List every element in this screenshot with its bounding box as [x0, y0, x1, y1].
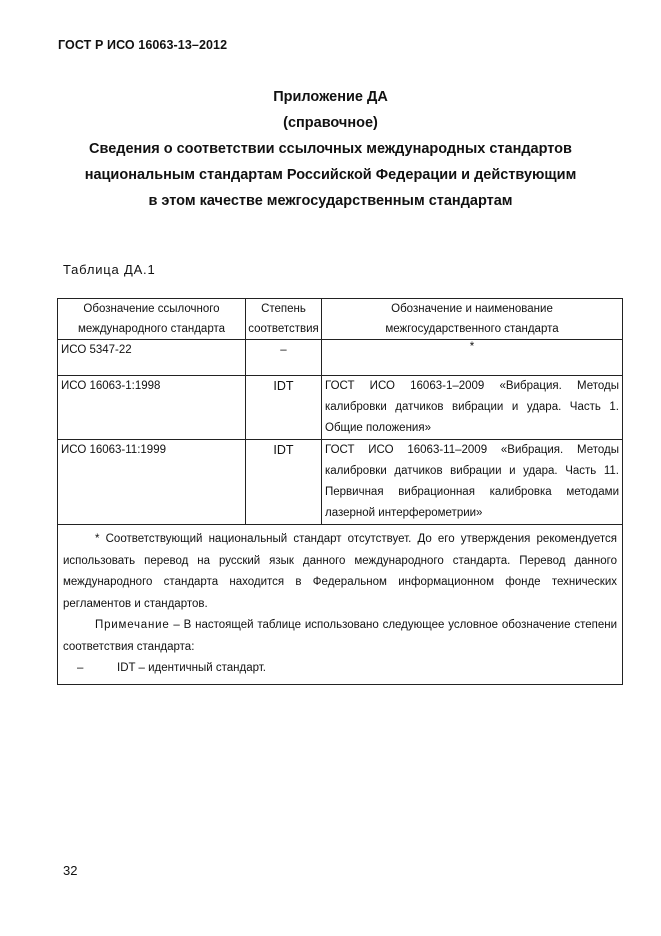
header-ref-line1: Обозначение ссылочного	[83, 303, 220, 315]
appendix-kind: (справочное)	[283, 115, 378, 131]
row-degree-cell: IDT	[246, 376, 322, 440]
legend-text: IDT – идентичный стандарт.	[117, 662, 266, 674]
table-row	[58, 440, 623, 525]
row-degree-cell: –	[246, 340, 322, 376]
appendix-heading-line-2: национальным стандартам Российской Федерации и действующим	[84, 167, 577, 183]
row-national-cell: *	[322, 340, 623, 376]
legend-item	[63, 658, 617, 680]
footnote-text: * Соответствующий национальный стандарт отсутствует. До его утверждения рекомендуется использовать перевод на русский язык данного международного стандарта. Перевод данного международного стандарта находится в Федеральном информационном фонде технических регламентов и стандартов.	[63, 533, 617, 610]
page-number: 32	[63, 863, 78, 878]
header-degree-line1: Степень	[261, 303, 306, 315]
header-degree-line2: соответствия	[248, 323, 319, 335]
table-row	[58, 340, 623, 376]
appendix-heading-line-1: Сведения о соответствии ссылочных международных стандартов	[89, 141, 572, 157]
appendix-title: Приложение ДА	[273, 89, 388, 105]
table-footnote-cell	[58, 525, 623, 685]
row-national-cell: ГОСТ ИСО 16063-1–2009 «Вибрация. Методы калибровки датчиков вибрации и удара. Часть 1. Общие положения»	[322, 376, 623, 440]
table-caption: Таблица ДА.1	[63, 262, 156, 277]
row-ref-cell: ИСО 5347-22	[58, 340, 246, 376]
correspondence-table	[57, 298, 623, 685]
row-ref-cell: ИСО 16063-1:1998	[58, 376, 246, 440]
note-paragraph	[63, 615, 617, 658]
row-degree-cell: IDT	[246, 440, 322, 525]
note-label: Примечание	[95, 619, 170, 631]
header-national-line1: Обозначение и наименование	[391, 303, 553, 315]
appendix-heading-line-3: в этом качестве межгосударственным стандартам	[148, 193, 513, 209]
header-national-line2: межгосударственного стандарта	[385, 323, 559, 335]
row-national-cell: ГОСТ ИСО 16063-11–2009 «Вибрация. Методы калибровки датчиков вибрации и удара. Часть 11. Первичная вибрационная калибровка методами лазерной интерферометрии»	[322, 440, 623, 525]
header-ref-line2: международного стандарта	[77, 323, 226, 335]
header-national-standard	[322, 299, 623, 340]
header-ref-standard	[58, 299, 246, 340]
table-header-row	[58, 299, 623, 340]
legend-dash: –	[77, 662, 84, 674]
header-degree	[246, 299, 322, 340]
row-ref-cell: ИСО 16063-11:1999	[58, 440, 246, 525]
document-header: ГОСТ Р ИСО 16063-13–2012	[58, 38, 228, 52]
note-text: – В настоящей таблице использовано следующее условное обозначение степени соответствия стандарта:	[63, 619, 617, 653]
table-row	[58, 376, 623, 440]
table-footnote-row	[58, 525, 623, 685]
